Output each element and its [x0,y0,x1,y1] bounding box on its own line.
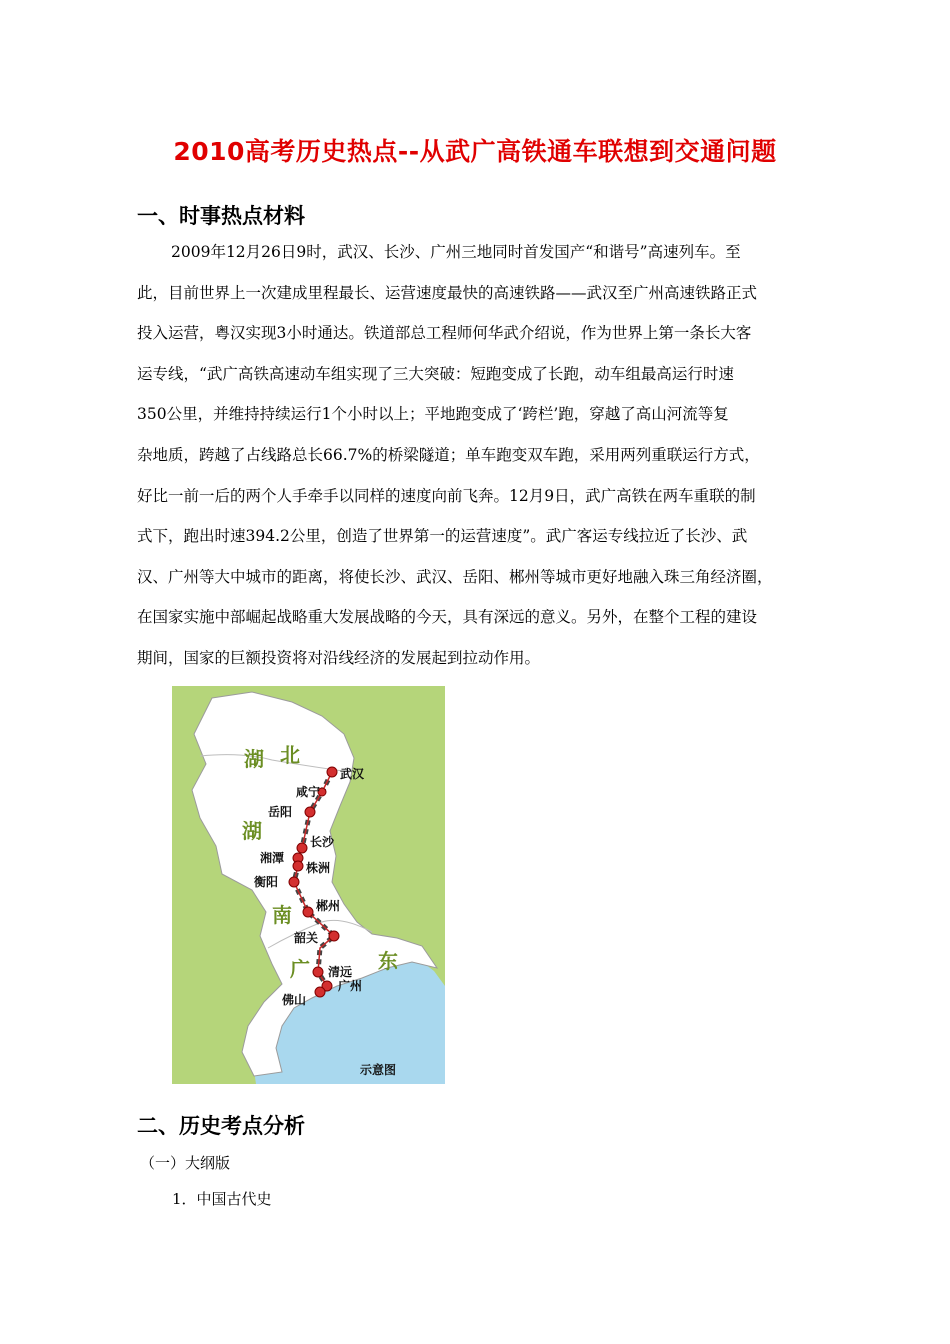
section1-paragraph [137,232,817,679]
province-label: 东 [378,949,398,973]
outline-label: （一）大纲版 [140,1154,231,1172]
paragraph-line: 杂地质，跨越了占线路总长66.7%的桥梁隧道；单车跑变双车跑，采用两列重联运行方式， [137,445,760,464]
paragraph-line: 式下，跑出时速394.2公里，创造了世界第一的运营速度”。武广客运专线拉近了长沙、武 [137,527,748,546]
city-label: 韶关 [294,931,319,945]
document-title: 2010高考历史热点--从武广高铁通车联想到交通问题 [173,137,777,166]
city-marker [315,987,325,997]
city-marker [327,767,337,777]
city-label: 咸宁 [296,785,321,799]
paragraph-line: 汉、广州等大中城市的距离，将使长沙、武汉、岳阳、郴州等城市更好地融入珠三角经济圈， [137,567,773,586]
city-label: 广州 [338,979,363,993]
paragraph-line: 此，目前世界上一次建成里程最长、运营速度最快的高速铁路——武汉至广州高速铁路正式 [137,283,758,302]
city-label: 长沙 [310,835,335,849]
paragraph-line: 投入运营，粤汉实现3小时通达。铁道部总工程师何华武介绍说，作为世界上第一条长大客 [137,324,752,343]
province-label: 南 [272,903,292,927]
city-label: 清远 [328,965,353,979]
paragraph-line: 运专线，“武广高铁高速动车组实现了三大突破：短跑变成了长跑，动车组最高运行时速 [137,364,734,383]
paragraph-line: 期间，国家的巨额投资将对沿线经济的发展起到拉动作用。 [137,648,541,667]
city-label: 佛山 [282,993,307,1007]
city-marker [305,807,315,817]
province-label: 广 [290,957,310,981]
city-marker [293,861,303,871]
province-label: 北 [280,743,300,767]
city-marker [289,877,299,887]
paragraph-line: 350公里，并维持持续运行1个小时以上；平地跑变成了‘跨栏’跑，穿越了高山河流等复 [137,405,729,424]
province-label: 湖 [242,819,262,843]
city-label: 岳阳 [268,805,293,819]
map-caption: 示意图 [360,1063,397,1077]
city-marker [329,931,339,941]
city-label: 湘潭 [260,851,285,865]
city-marker [313,967,323,977]
railway-route-map [172,686,445,1084]
city-marker [303,907,313,917]
section2-heading: 二、历史考点分析 [137,1114,305,1138]
section1-heading: 一、时事热点材料 [137,204,305,228]
city-label: 株洲 [306,861,331,875]
paragraph-line: 在国家实施中部崛起战略重大发展战略的今天，具有深远的意义。另外，在整个工程的建设 [137,608,758,627]
province-label: 湖 [244,747,264,771]
outline-item: 1．中国古代史 [172,1190,272,1208]
city-label: 武汉 [340,767,365,781]
city-marker [297,843,307,853]
city-label: 郴州 [316,899,341,913]
paragraph-line: 好比一前一后的两个人手牵手以同样的速度向前飞奔。12月9日，武广高铁在两车重联的制 [137,486,756,505]
city-label: 衡阳 [254,875,279,889]
paragraph-line: 2009年12月26日9时，武汉、长沙、广州三地同时首发国产“和谐号”高速列车。至 [171,243,741,261]
